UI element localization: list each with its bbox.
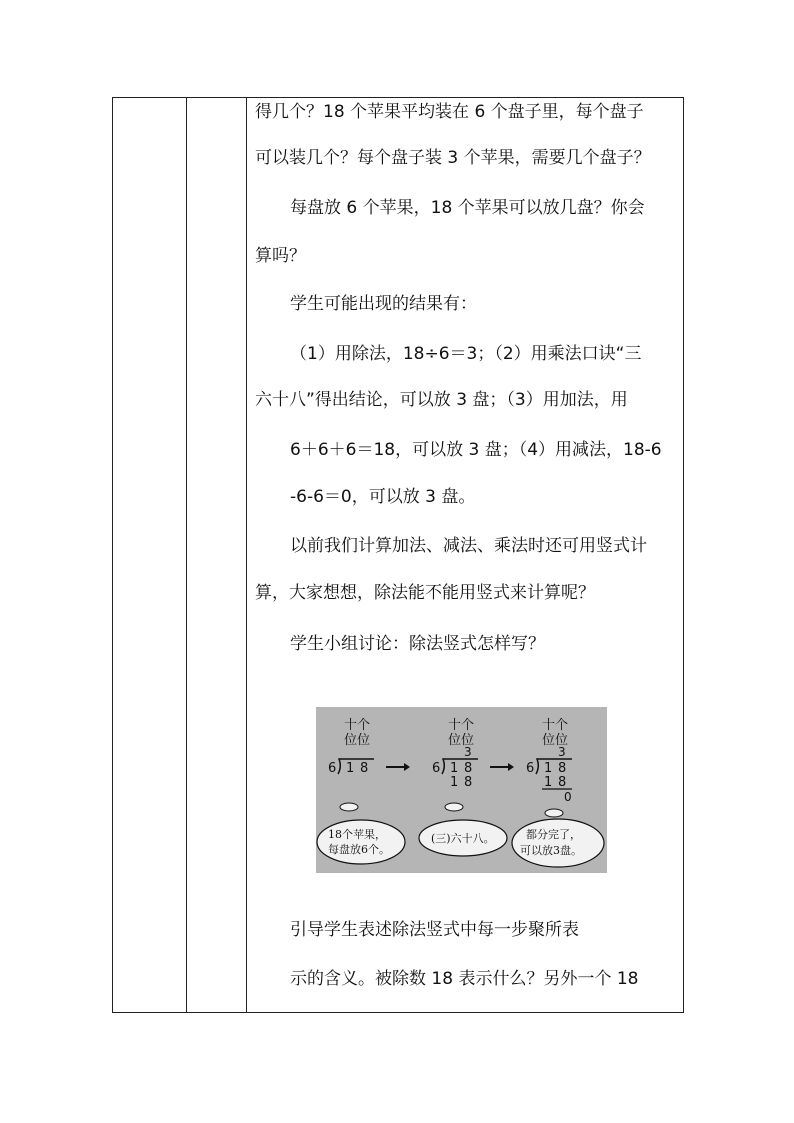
bubble2-dot [445,803,463,811]
bubble1-line2: 每盘放6个。 [328,843,390,856]
bubble1-line1: 18个苹果， [328,828,386,841]
bubble3-line1: 都分完了， [526,828,581,841]
text-line-9: -6-6＝0，可以放 3 盘。 [290,487,476,507]
bubble2-text: (三)六十八。 [431,832,495,845]
step3-place-header: 位位 [542,733,569,748]
step3-tens-ones-header: 十个 [542,718,569,733]
step1-dividend-ones: 8 [360,761,369,776]
step2-divisor: 6 [432,761,441,776]
text-line-6: （1）用除法，18÷6＝3；（2）用乘法口诀“三 [290,344,642,364]
step3-dividend-ones: 8 [558,761,567,776]
text-line-10: 以前我们计算加法、减法、乘法时还可用竖式计 [290,536,647,556]
text-line-11: 算，大家想想，除法能不能用竖式来计算呢？ [255,583,595,603]
step2-dividend-ones: 8 [464,761,473,776]
text-line-1: 得几个？18 个苹果平均装在 6 个盘子里，每个盘子 [255,102,644,122]
column-divider-1 [186,98,187,1012]
step2-dividend-tens: 1 [450,761,459,776]
bubble3-dot [545,809,563,817]
step3-dividend-tens: 1 [544,761,553,776]
text-line-13: 引导学生表述除法竖式中每一步聚所表 [290,920,579,940]
step2-product-ones: 8 [464,775,473,790]
step3-divisor: 6 [526,761,535,776]
text-line-8: 6＋6＋6＝18，可以放 3 盘；（4）用减法，18-6 [290,440,662,460]
text-line-2: 可以装几个？每个盘子装 3 个苹果，需要几个盘子？ [255,148,651,168]
text-line-4: 算吗？ [255,246,306,266]
text-line-7: 六十八”得出结论，可以放 3 盘；（3）用加法，用 [255,390,628,410]
step1-place-header: 位位 [344,733,371,748]
step2-product-tens: 1 [450,775,459,790]
step1-divisor: 6 [328,761,337,776]
thought-bubble-1 [317,820,405,864]
step2-tens-ones-header: 十个 [448,718,475,733]
step3-product-tens: 1 [544,775,553,790]
division-figure [316,707,607,873]
step2-place-header: 位位 [448,733,475,748]
step3-remainder: 0 [564,790,572,804]
step1-tens-ones-header: 十个 [344,718,371,733]
text-line-14: 示的含义。被除数 18 表示什么？另外一个 18 [290,969,639,989]
step3-product-ones: 8 [558,775,567,790]
text-line-5: 学生可能出现的结果有： [290,294,477,314]
column-divider-2 [246,98,247,1012]
step2-quotient: 3 [464,745,472,759]
bubble1-dot [340,803,358,811]
thought-bubble-3 [512,819,604,867]
text-line-3: 每盘放 6 个苹果，18 个苹果可以放几盘？你会 [290,198,645,218]
step1-dividend-tens: 1 [346,761,355,776]
text-line-12: 学生小组讨论：除法竖式怎样写？ [290,634,545,654]
step3-quotient: 3 [558,745,566,759]
bubble3-line2: 可以放3盘。 [520,844,582,857]
